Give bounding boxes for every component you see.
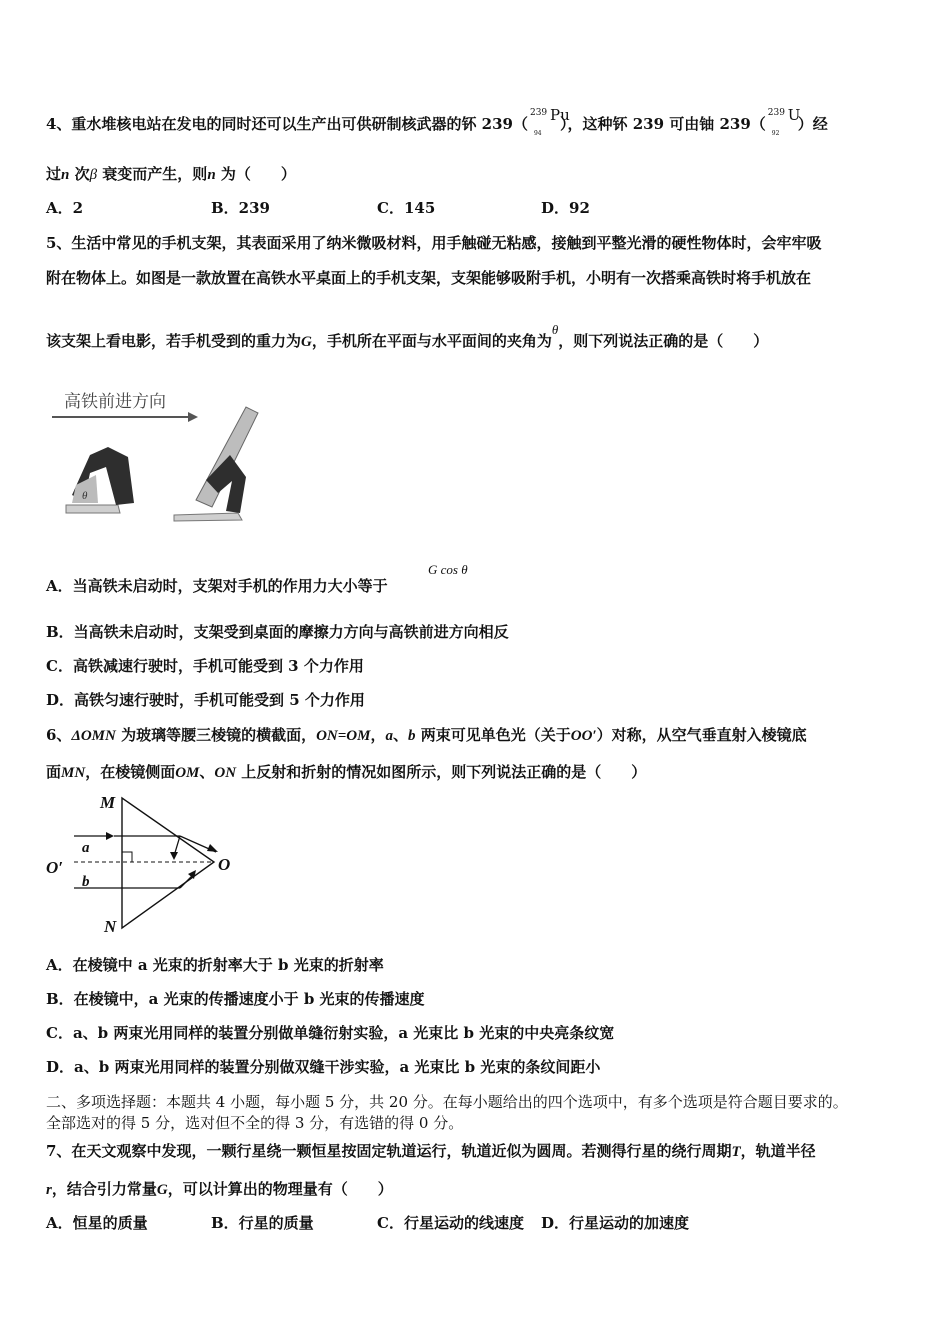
label-a: a	[82, 840, 90, 856]
left-holder-base	[66, 505, 120, 513]
prism-drawing	[44, 790, 244, 940]
pu-isotope: 239 94 Pu	[529, 106, 570, 137]
phone-holder-drawing	[46, 385, 276, 525]
section2-line2: 全部选对的得 5 分，选对但不全的得 3 分，有选错的得 0 分。	[46, 1114, 464, 1132]
q5-option-a: A．当高铁未启动时，支架对手机的作用力大小等于	[46, 577, 388, 595]
phone-holder-figure	[46, 385, 276, 525]
q6-option-b: B．在棱镜中，a 光束的传播速度小于 b 光束的传播速度	[46, 990, 425, 1008]
q4-line2: 过n 次β 衰变而产生，则n 为（ ）	[46, 165, 296, 183]
label-o-prime: O′	[46, 858, 64, 877]
q7-option-d: D．行星运动的加速度	[541, 1214, 690, 1232]
u-isotope: 239 92 U	[767, 106, 801, 137]
beam-a-reflected-arrow	[170, 852, 178, 860]
section2-line1: 二、多项选择题：本题共 4 小题，每小题 5 分，共 20 分。在每小题给出的四个选项中，有多个选项是符合题目要求的。	[46, 1093, 848, 1111]
q6-option-a: A．在棱镜中 a 光束的折射率大于 b 光束的折射率	[46, 956, 384, 974]
beam-a-arrow	[106, 832, 114, 840]
q5-option-b: B．当高铁未启动时，支架受到桌面的摩擦力方向与高铁前进方向相反	[46, 623, 509, 641]
q4-line1: 4、重水堆核电站在发电的同时还可以生产出可供研制核武器的钚 239（ 239 94 Pu ），这种钚 239 可由铀 239（ 239 92 U ）经	[46, 106, 828, 137]
label-o: O	[218, 855, 231, 874]
prism-triangle	[122, 798, 214, 928]
direction-label: 高铁前进方向	[64, 392, 166, 412]
q5-line1: 5、生活中常见的手机支架，其表面采用了纳米微吸材料，用手触碰无粘感，接触到平整光滑的硬性物体时，会牢牢吸	[46, 234, 822, 252]
q5-option-a-formula: G cos θ	[428, 562, 468, 577]
q7-option-b: B．行星的质量	[211, 1214, 314, 1232]
q5-option-d: D．高铁匀速行驶时，手机可能受到 5 个力作用	[46, 691, 365, 709]
label-n: N	[104, 917, 117, 936]
label-b: b	[82, 874, 90, 890]
direction-arrow-head	[188, 412, 198, 422]
q7-option-a: A．恒星的质量	[46, 1214, 148, 1232]
q4-option-d: D．92	[541, 199, 590, 217]
q7-option-c: C．行星运动的线速度	[377, 1214, 524, 1232]
q7-line2: r，结合引力常量G，可以计算出的物理量有（ ）	[46, 1180, 393, 1198]
prism-figure	[44, 790, 244, 940]
q6-line2: 面MN，在棱镜侧面OM、ON 上反射和折射的情况如图所示，则下列说法正确的是（ ）	[46, 763, 647, 781]
q6-option-c: C．a、b 两束光用同样的装置分别做单缝衍射实验，a 光束比 b 光束的中央亮条纹宽	[46, 1024, 615, 1042]
label-m: M	[100, 793, 116, 812]
q6-line1: 6、ΔOMN 为玻璃等腰三棱镜的横截面，ON=OM，a、b 两束可见单色光（关于OO′）对称，从空气垂直射入棱镜底	[46, 726, 807, 744]
q4-option-a: A．2	[46, 199, 84, 217]
q5-option-c: C．高铁减速行驶时，手机可能受到 3 个力作用	[46, 657, 364, 675]
right-holder-base	[174, 513, 242, 521]
q5-line3: 该支架上看电影，若手机受到的重力为G，手机所在平面与水平面间的夹角为θ，则下列说法正确的是（ ）	[46, 322, 769, 350]
right-angle-mark	[122, 852, 132, 862]
q6-option-d: D．a、b 两束光用同样的装置分别做双缝干涉实验，a 光束比 b 光束的条纹间距小	[46, 1058, 601, 1076]
beam-a-refracted-arrow	[207, 844, 218, 852]
q4-option-b: B．239	[211, 199, 270, 217]
q4-option-c: C．145	[377, 199, 436, 217]
phone	[196, 407, 258, 507]
left-holder-theta: θ	[82, 490, 88, 502]
q5-line2: 附在物体上。如图是一款放置在高铁水平桌面上的手机支架，支架能够吸附手机，小明有一次搭乘高铁时将手机放在	[46, 269, 812, 287]
q7-line1: 7、在天文观察中发现，一颗行星绕一颗恒星按固定轨道运行，轨道近似为圆周。若测得行星的绕行周期T，轨道半径	[46, 1142, 816, 1160]
